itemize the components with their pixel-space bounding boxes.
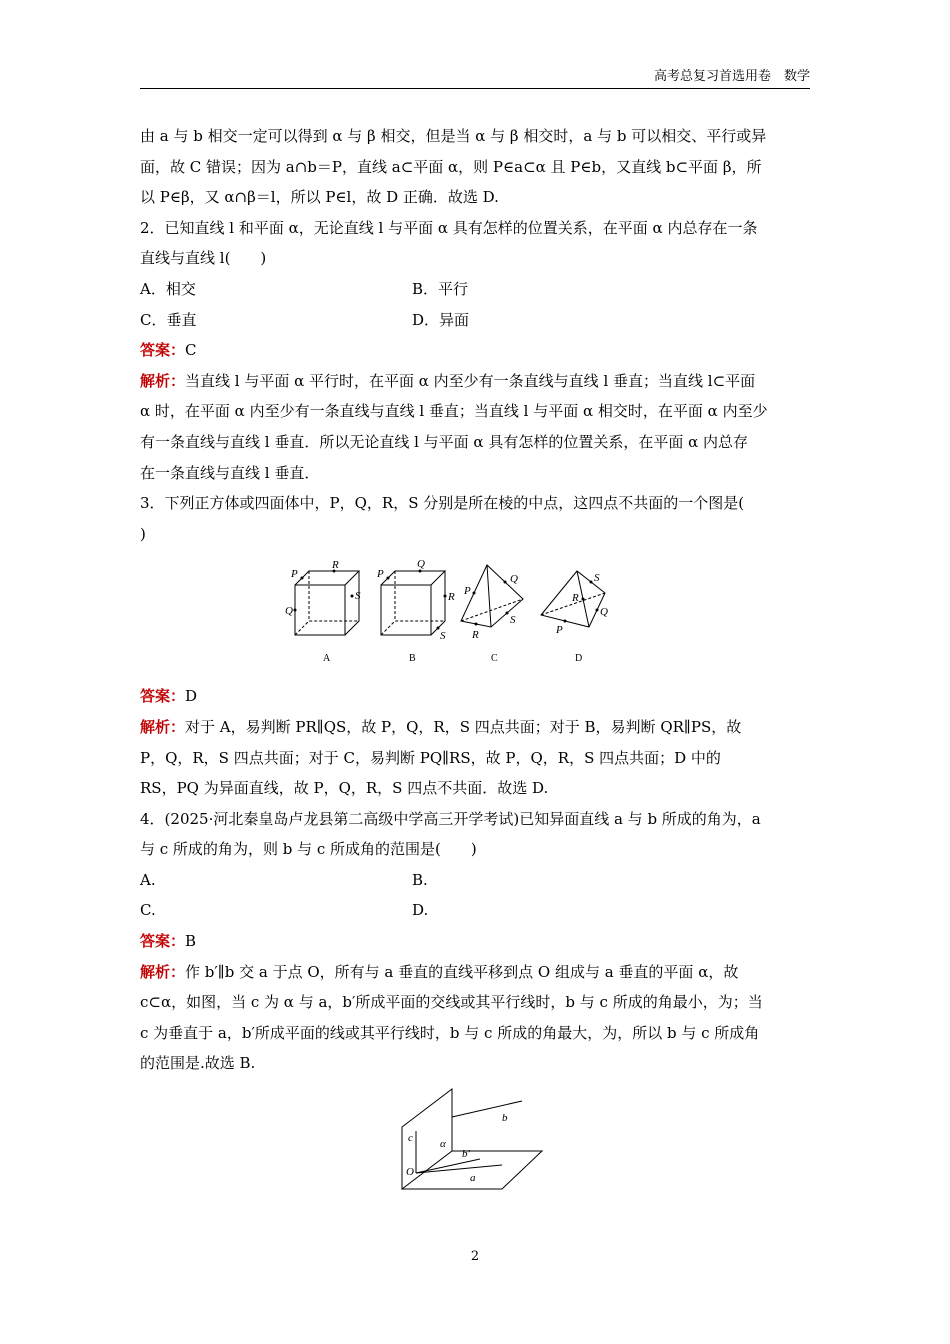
q2-stem-2: 直线与直线 l( ) (140, 249, 267, 268)
fig-a-label-q: Q (285, 605, 293, 618)
q4-stem-1: 4．(2025·河北秦皇岛卢龙县第二高级中学高三开学考试)已知异面直线 a 与 b 所成的角为，a (140, 809, 761, 828)
q2-analysis-4: 在一条直线与直线 l 垂直． (140, 463, 320, 482)
fig-a-label-s: S (355, 590, 361, 603)
q2-analysis-3: 有一条直线与直线 l 垂直．所以无论直线 l 与平面 α 具有怎样的位置关系，在平面 α 内总存 (140, 432, 749, 451)
q2-options-row-2 (140, 305, 810, 336)
fig-d-label-q: Q (600, 606, 608, 619)
q2-answer-value: C (185, 341, 197, 360)
q3-analysis-3: RS，PQ 为异面直线，故 P，Q，R，S 四点不共面．故选 D. (140, 779, 549, 798)
answer-label: 答案： (140, 932, 186, 951)
q4-options-row-2 (140, 895, 810, 926)
page-header (140, 66, 810, 89)
cube-b-back-edges (381, 571, 445, 635)
fig-d-label-r: R (572, 592, 579, 605)
fig-c-label-q: Q (510, 573, 518, 586)
fig-caption-d: D (575, 653, 583, 665)
q4-analysis-4: 的范围是.故选 B. (140, 1054, 256, 1073)
q4-figure (390, 1087, 560, 1197)
q3-analysis-text-1: 对于 A，易判断 PR∥QS，故 P，Q，R，S 四点共面；对于 B，易判断 QR∥PS，故 (185, 717, 742, 736)
fig-d-label-s: S (594, 572, 600, 585)
fig-a-label-p: P (291, 568, 298, 581)
q2-option-a: A．相交 (140, 279, 196, 298)
q2-analysis-1 (140, 366, 810, 397)
line-b (452, 1101, 522, 1117)
q4-answer-value: B (185, 932, 197, 951)
q2-answer (140, 335, 810, 366)
continuation-line-2: 面，故 C 错误；因为 a∩b＝P，直线 a⊂平面 α，则 P∈a⊂α 且 P∈b，又直线 b⊂平面 β，所 (140, 157, 762, 176)
continuation-line-3: 以 P∈β，又 α∩β＝l，所以 P∈l，故 D 正确．故选 D. (140, 188, 499, 207)
q4-option-a: A. (140, 870, 156, 889)
fig-caption-a: A (323, 653, 331, 665)
q2-analysis-2: α 时，在平面 α 内至少有一条直线与直线 l 垂直；当直线 l 与平面 α 相交时，在平面 α 内至少 (140, 402, 768, 421)
q3-stem-2: ) (140, 524, 146, 543)
q4-analysis-text-1: 作 b′∥b 交 a 于点 O，所有与 a 垂直的直线平移到点 O 组成与 a 垂直的平面 α，故 (185, 962, 739, 981)
fig-b-label-s: S (440, 630, 446, 643)
cube-a-back-edges (295, 571, 359, 635)
q4-analysis-2: c⊂α，如图，当 c 为 α 与 a，b′所成平面的交线或其平行线时，b 与 c 所成的角最小，为；当 (140, 993, 763, 1012)
q4-stem-2: 与 c 所成的角为，则 b 与 c 所成角的范围是( ) (140, 840, 477, 859)
q2-analysis-text-1: 当直线 l 与平面 α 平行时，在平面 α 内至少有一条直线与直线 l 垂直；当直线 l⊂平面 (185, 371, 756, 390)
fig4-label-c: c (408, 1132, 413, 1145)
fig-c-label-s: S (510, 614, 516, 627)
q3-answer-value: D (185, 687, 198, 706)
fig-caption-c: C (491, 653, 498, 665)
analysis-label: 解析： (140, 962, 186, 981)
q2-option-b: B．平行 (412, 279, 469, 298)
q2-options-row-1 (140, 274, 810, 305)
fig-b-label-r: R (448, 591, 455, 604)
fig4-label-o: O (406, 1166, 414, 1179)
q3-analysis-1 (140, 712, 810, 743)
fig-d-label-p: P (556, 624, 563, 637)
q3-analysis-2: P，Q，R，S 四点共面；对于 C，易判断 PQ∥RS，故 P，Q，R，S 四点共面；D 中的 (140, 748, 721, 767)
q4-option-d: D. (412, 901, 429, 920)
fig-caption-b: B (409, 653, 416, 665)
fig-c-label-p: P (464, 585, 471, 598)
header-text: 高考总复习首选用卷 数学 (653, 69, 810, 84)
q4-option-c: C. (140, 901, 156, 920)
q4-options-row-1 (140, 865, 810, 896)
page-content (140, 121, 810, 1203)
q2-option-c: C．垂直 (140, 310, 197, 329)
fig-a-label-r: R (332, 559, 339, 572)
q4-answer (140, 926, 810, 957)
fig4-label-a: a (470, 1172, 476, 1185)
q4-analysis-3: c 为垂直于 a，b′所成平面的线或其平行线时，b 与 c 所成的角最大，为，所以 b 与 c 所成角 (140, 1023, 760, 1042)
answer-label: 答案： (140, 341, 186, 360)
fig4-label-bprime: b′ (462, 1148, 470, 1161)
fig4-label-alpha: α (440, 1138, 446, 1151)
q4-option-b: B. (412, 870, 428, 889)
q3-figure (285, 557, 665, 675)
q4-analysis-1 (140, 957, 810, 988)
q3-stem-1: 3．下列正方体或四面体中，P，Q，R，S 分别是所在棱的中点，这四点不共面的一个图是( (140, 494, 745, 513)
analysis-label: 解析： (140, 717, 186, 736)
page-number: 2 (470, 1249, 480, 1264)
fig-b-label-p: P (377, 568, 384, 581)
line-b-prime (416, 1159, 480, 1173)
answer-label: 答案： (140, 687, 186, 706)
fig4-label-b: b (502, 1112, 508, 1125)
fig-b-label-q: Q (417, 558, 425, 571)
fig-c-label-r: R (472, 629, 479, 642)
q3-answer (140, 681, 810, 712)
continuation-line-1: 由 a 与 b 相交一定可以得到 α 与 β 相交，但是当 α 与 β 相交时，a 与 b 可以相交、平行或异 (140, 127, 767, 145)
analysis-label: 解析： (140, 371, 186, 390)
q2-option-d: D．异面 (412, 310, 470, 329)
q2-stem-1: 2．已知直线 l 和平面 α，无论直线 l 与平面 α 具有怎样的位置关系，在平面 α 内总存在一条 (140, 218, 758, 237)
